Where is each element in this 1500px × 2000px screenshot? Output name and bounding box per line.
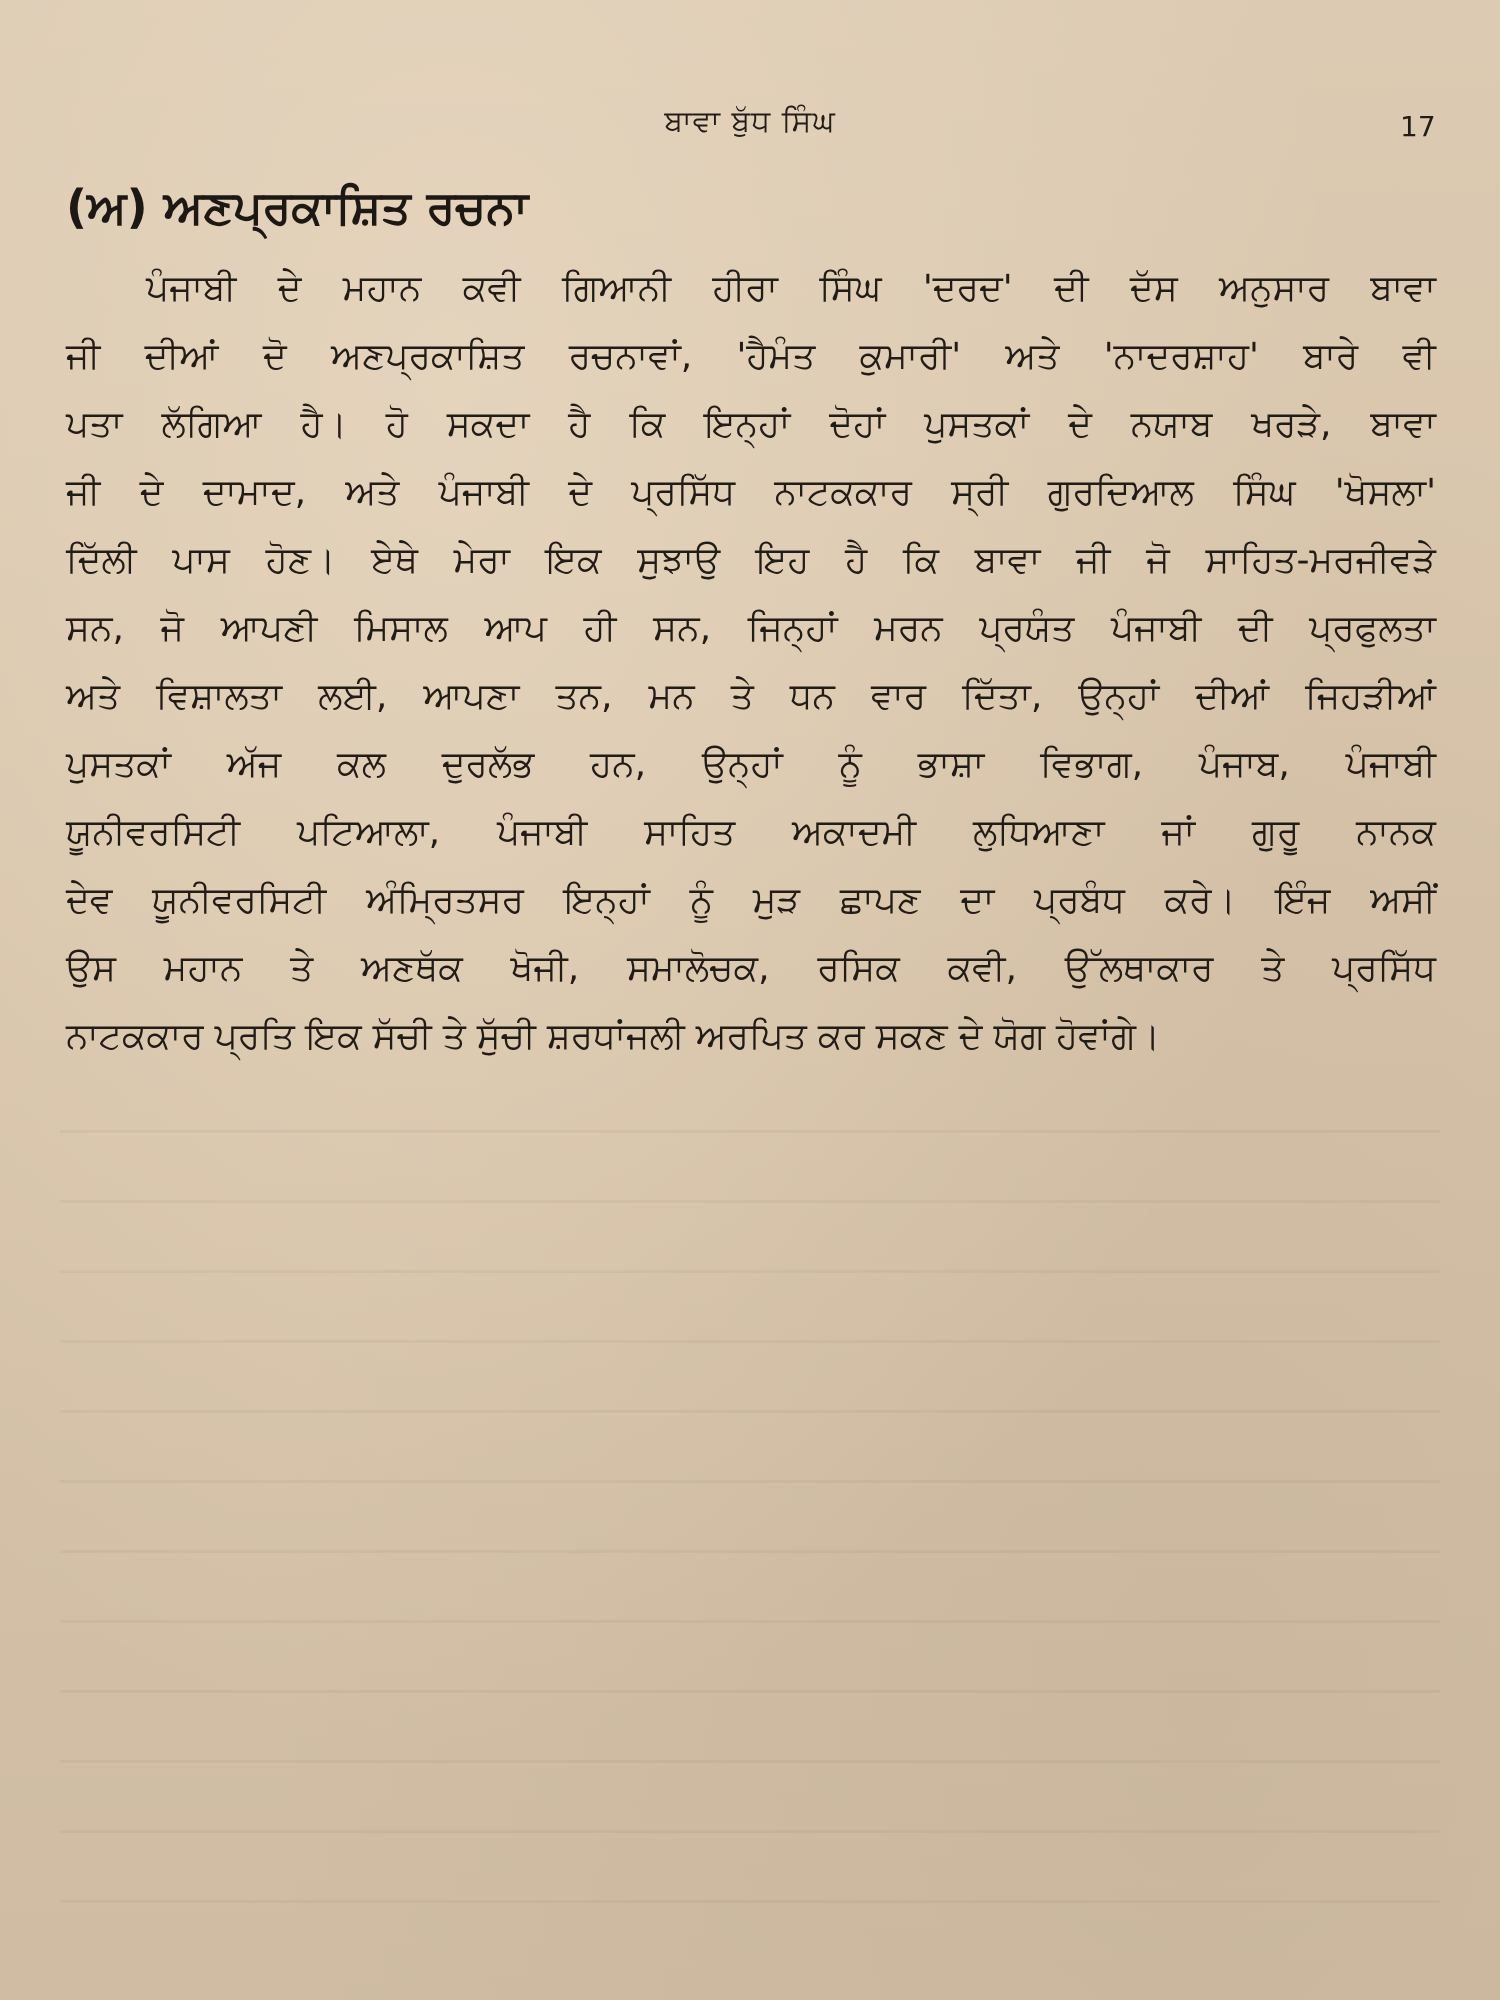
paragraph-line: ਅਤੇ ਵਿਸ਼ਾਲਤਾ ਲਈ, ਆਪਣਾ ਤਨ, ਮਨ ਤੇ ਧਨ ਵਾਰ ਦਿੱਤਾ, ਉਨ੍ਹਾਂ ਦੀਆਂ ਜਿਹੜੀਆਂ	[66, 676, 1436, 717]
page-number: 17	[1400, 110, 1436, 143]
bleed-through-line	[60, 1830, 1440, 1833]
bleed-through-line	[60, 1480, 1440, 1483]
bleed-through-line	[60, 1200, 1440, 1203]
paragraph-line: ਪੰਜਾਬੀ ਦੇ ਮਹਾਨ ਕਵੀ ਗਿਆਨੀ ਹੀਰਾ ਸਿੰਘ 'ਦਰਦ' ਦੀ ਦੱਸ ਅਨੁਸਾਰ ਬਾਵਾ	[146, 268, 1436, 309]
paragraph-line: ਜੀ ਦੀਆਂ ਦੋ ਅਣਪ੍ਰਕਾਸ਼ਿਤ ਰਚਨਾਵਾਂ, 'ਹੈਮੰਤ ਕੁਮਾਰੀ' ਅਤੇ 'ਨਾਦਰਸ਼ਾਹ' ਬਾਰੇ ਵੀ	[66, 336, 1436, 377]
bleed-through-line	[60, 1620, 1440, 1623]
paragraph-line: ਦੇਵ ਯੂਨੀਵਰਸਿਟੀ ਅੰਮ੍ਰਿਤਸਰ ਇਨ੍ਹਾਂ ਨੂੰ ਮੁੜ ਛਾਪਣ ਦਾ ਪ੍ਰਬੰਧ ਕਰੇ। ਇੰਜ ਅਸੀਂ	[66, 880, 1436, 921]
bleed-through-line	[60, 1270, 1440, 1273]
section-heading: (ਅ) ਅਣਪ੍ਰਕਾਸ਼ਿਤ ਰਚਨਾ	[66, 180, 529, 234]
bleed-through-line	[60, 1130, 1440, 1133]
running-head-title: ਬਾਵਾ ਬੁੱਧ ਸਿੰਘ	[664, 104, 836, 139]
bleed-through-line	[60, 1760, 1440, 1763]
bleed-through-line	[60, 1550, 1440, 1553]
paragraph-line: ਨਾਟਕਕਾਰ ਪ੍ਰਤਿ ਇਕ ਸੱਚੀ ਤੇ ਸੁੱਚੀ ਸ਼ਰਧਾਂਜਲੀ ਅਰਪਿਤ ਕਰ ਸਕਣ ਦੇ ਯੋਗ ਹੋਵਾਂਗੇ।	[66, 1016, 1161, 1057]
paragraph-line: ਦਿੱਲੀ ਪਾਸ ਹੋਣ। ਏਥੇ ਮੇਰਾ ਇਕ ਸੁਝਾਉ ਇਹ ਹੈ ਕਿ ਬਾਵਾ ਜੀ ਜੋ ਸਾਹਿਤ-ਮਰਜੀਵੜੇ	[66, 540, 1436, 581]
bleed-through-line	[60, 1900, 1440, 1903]
paragraph-line: ਜੀ ਦੇ ਦਾਮਾਦ, ਅਤੇ ਪੰਜਾਬੀ ਦੇ ਪ੍ਰਸਿੱਧ ਨਾਟਕਕਾਰ ਸ੍ਰੀ ਗੁਰਦਿਆਲ ਸਿੰਘ 'ਖੋਸਲਾ'	[66, 472, 1436, 513]
bleed-through-line	[60, 1340, 1440, 1343]
paragraph-line: ਪੁਸਤਕਾਂ ਅੱਜ ਕਲ ਦੁਰਲੱਭ ਹਨ, ਉਨ੍ਹਾਂ ਨੂੰ ਭਾਸ਼ਾ ਵਿਭਾਗ, ਪੰਜਾਬ, ਪੰਜਾਬੀ	[66, 744, 1436, 785]
paragraph-line: ਸਨ, ਜੋ ਆਪਣੀ ਮਿਸਾਲ ਆਪ ਹੀ ਸਨ, ਜਿਨ੍ਹਾਂ ਮਰਨ ਪ੍ਰਯੰਤ ਪੰਜਾਬੀ ਦੀ ਪ੍ਰਫੁਲਤਾ	[66, 608, 1436, 649]
paragraph-line: ਪਤਾ ਲੱਗਿਆ ਹੈ। ਹੋ ਸਕਦਾ ਹੈ ਕਿ ਇਨ੍ਹਾਂ ਦੋਹਾਂ ਪੁਸਤਕਾਂ ਦੇ ਨਯਾਬ ਖਰੜੇ, ਬਾਵਾ	[66, 404, 1436, 445]
paragraph-line: ਉਸ ਮਹਾਨ ਤੇ ਅਣਥੱਕ ਖੋਜੀ, ਸਮਾਲੋਚਕ, ਰਸਿਕ ਕਵੀ, ਉੱਲਥਾਕਾਰ ਤੇ ਪ੍ਰਸਿੱਧ	[66, 948, 1436, 989]
body-paragraph	[66, 268, 1436, 1084]
paragraph-line: ਯੂਨੀਵਰਸਿਟੀ ਪਟਿਆਲਾ, ਪੰਜਾਬੀ ਸਾਹਿਤ ਅਕਾਦਮੀ ਲੁਧਿਆਣਾ ਜਾਂ ਗੁਰੂ ਨਾਨਕ	[66, 812, 1436, 853]
bleed-through-line	[60, 1690, 1440, 1693]
bleed-through-line	[60, 1410, 1440, 1413]
